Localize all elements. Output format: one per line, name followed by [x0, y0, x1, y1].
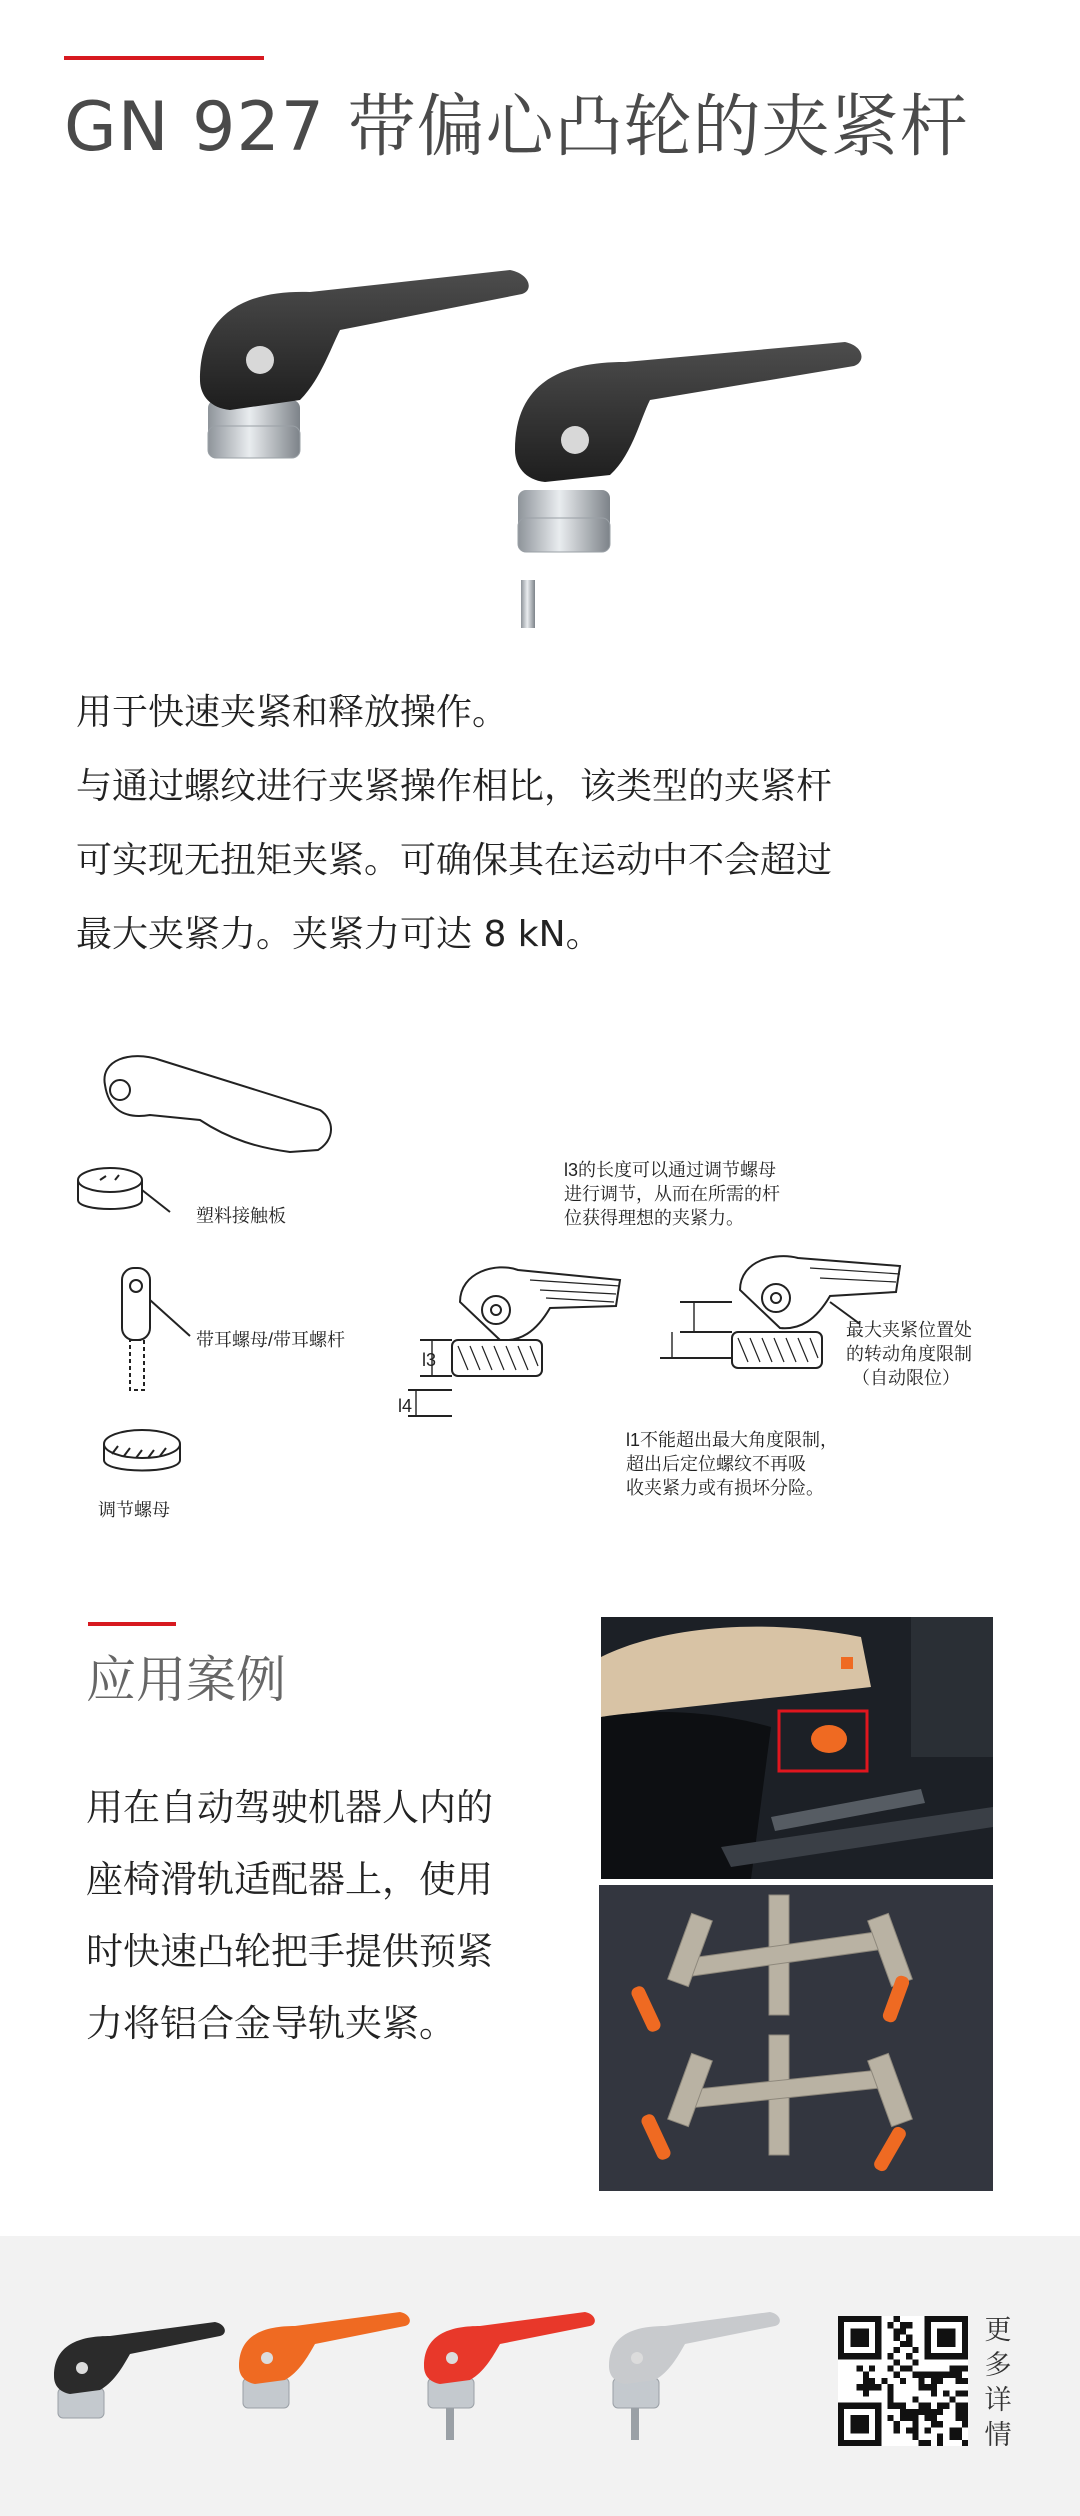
lever-left: [200, 270, 529, 458]
more-label-char: 情: [984, 2420, 1012, 2451]
label-adjusting-nut: 调节螺母: [98, 1500, 170, 1520]
application-heading: 应用案例: [86, 1651, 286, 1709]
section-drawing-1: [408, 1267, 620, 1416]
note-max-line: 最大夹紧位置处: [846, 1320, 972, 1340]
application-accent-line: [88, 1622, 176, 1626]
lever-right: [515, 342, 861, 628]
dim-label-l4: l4: [398, 1396, 413, 1416]
note-l3-line: 位获得理想的夹紧力。: [564, 1208, 744, 1228]
note-l1-line: l1不能超出最大角度限制，: [626, 1430, 839, 1450]
more-details-link[interactable]: [980, 2313, 1016, 2453]
note-l3-line: l3的长度可以通过调节螺母: [564, 1160, 777, 1180]
application-line: 力将铝合金导轨夹紧。: [86, 2002, 456, 2045]
variant-lever-1: [54, 2322, 225, 2418]
plastic-pad-drawing: [78, 1168, 170, 1212]
intro-line: 用于快速夹紧和释放操作。: [76, 692, 509, 733]
page-title: GN 927 带偏心凸轮的夹紧杆: [64, 88, 969, 167]
adjusting-nut-drawing: [104, 1430, 180, 1471]
more-label-char: 更: [984, 2315, 1012, 2346]
application-photo-rail-adapters: [599, 1885, 993, 2191]
intro-line: 最大夹紧力。夹紧力可达 8 kN。: [76, 914, 602, 955]
more-label-char: 详: [984, 2385, 1012, 2416]
application-text: [86, 1772, 606, 2060]
intro-line: 与通过螺纹进行夹紧操作相比，该类型的夹紧杆: [76, 766, 833, 807]
intro-text: [76, 676, 1036, 972]
application-line: 时快速凸轮把手提供预紧: [86, 1930, 493, 1973]
product-image-clamping-levers: [170, 250, 890, 630]
more-label-char: 多: [984, 2350, 1012, 2381]
application-line: 用在自动驾驶机器人内的: [86, 1786, 493, 1829]
application-photo-seat-rail: [601, 1617, 993, 1879]
exploded-lever-drawing: [104, 1056, 331, 1152]
title-accent-line: [64, 56, 264, 60]
application-line: 座椅滑轨适配器上，使用: [86, 1858, 493, 1901]
label-eye-nut: 带耳螺母/带耳螺杆: [196, 1330, 346, 1350]
eye-nut-drawing: [122, 1268, 190, 1390]
label-plastic-pad: 塑料接触板: [196, 1206, 286, 1226]
note-max-line: （自动限位）: [852, 1368, 960, 1388]
note-max-line: 的转动角度限制: [846, 1344, 972, 1364]
intro-line: 可实现无扭矩夹紧。可确保其在运动中不会超过: [76, 840, 833, 881]
note-l1-line: 超出后定位螺纹不再吸: [626, 1454, 806, 1474]
dim-label-l3: l3: [422, 1350, 437, 1370]
note-l1-line: 收夹紧力或有损坏分险。: [626, 1478, 824, 1498]
note-l3-line: 进行调节，从而在所需的杆: [564, 1184, 780, 1204]
variant-lever-3: [424, 2312, 595, 2440]
product-color-variants: [50, 2300, 810, 2450]
technical-diagram: [60, 1040, 1020, 1540]
variant-lever-4: [609, 2312, 780, 2440]
variant-lever-2: [239, 2312, 410, 2408]
qr-code[interactable]: [838, 2316, 968, 2446]
